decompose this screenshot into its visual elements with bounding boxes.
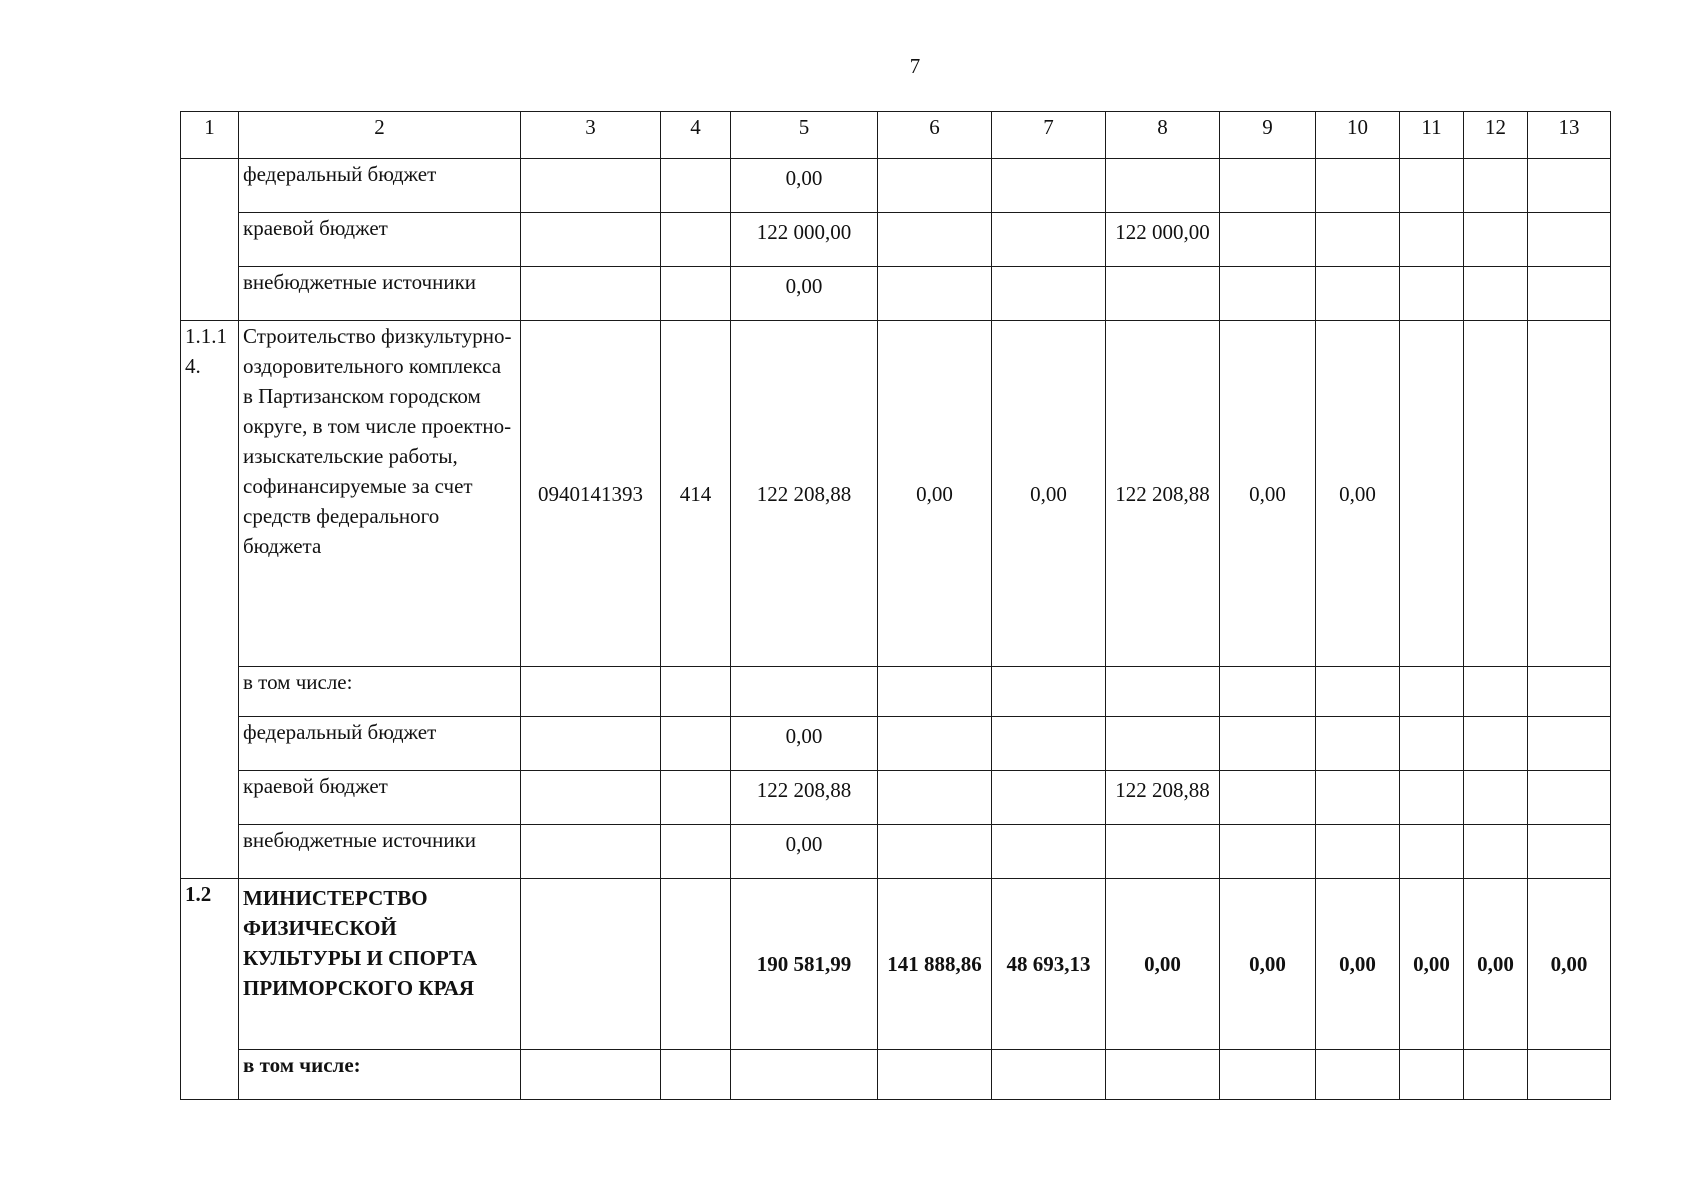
value-col6: 141 888,86 xyxy=(878,879,992,1050)
table-row xyxy=(181,667,1611,717)
table-row xyxy=(181,267,1611,321)
value-col6: 0,00 xyxy=(878,321,992,667)
value-col11: 0,00 xyxy=(1400,879,1464,1050)
table-row xyxy=(181,771,1611,825)
header-cell: 1 xyxy=(181,112,239,159)
source-name: краевой бюджет xyxy=(239,213,521,267)
source-name: федеральный бюджет xyxy=(239,159,521,213)
row-id-cell: 1.2 xyxy=(181,879,239,1100)
header-cell: 11 xyxy=(1400,112,1464,159)
value-col8: 0,00 xyxy=(1106,879,1220,1050)
value-col4: 414 xyxy=(661,321,731,667)
table-row xyxy=(181,1050,1611,1100)
table-row xyxy=(181,825,1611,879)
value-col9: 0,00 xyxy=(1220,321,1316,667)
value-col8 xyxy=(1106,825,1220,879)
value-col8 xyxy=(1106,159,1220,213)
table-row-ministry xyxy=(181,879,1611,1050)
item-name: Строительство физкультурно-оздоровительного комплекса в Партизанском городском округе, в том числе проектно-изыскательские работы, софинансируемые за счет средств федерального бюджета xyxy=(239,321,521,667)
including-label: в том числе: xyxy=(239,667,521,717)
source-name: внебюджетные источники xyxy=(239,267,521,321)
header-cell: 7 xyxy=(992,112,1106,159)
header-cell: 13 xyxy=(1528,112,1611,159)
page-number: 7 xyxy=(909,54,921,78)
value-col7: 48 693,13 xyxy=(992,879,1106,1050)
value-col5: 0,00 xyxy=(731,825,878,879)
value-col8: 122 208,88 xyxy=(1106,771,1220,825)
table-row xyxy=(181,717,1611,771)
row-id-cell: 1.1.1 4. xyxy=(181,321,239,879)
value-col9: 0,00 xyxy=(1220,879,1316,1050)
value-col5: 122 000,00 xyxy=(731,213,878,267)
header-row xyxy=(181,112,1611,159)
value-col8 xyxy=(1106,267,1220,321)
source-name: федеральный бюджет xyxy=(239,717,521,771)
value-col5: 122 208,88 xyxy=(731,321,878,667)
table-row-item xyxy=(181,321,1611,667)
budget-table xyxy=(180,111,1611,1100)
header-cell: 6 xyxy=(878,112,992,159)
header-cell: 5 xyxy=(731,112,878,159)
table-row xyxy=(181,159,1611,213)
value-col8 xyxy=(1106,717,1220,771)
header-cell: 2 xyxy=(239,112,521,159)
value-col5: 0,00 xyxy=(731,267,878,321)
table-row xyxy=(181,213,1611,267)
header-cell: 3 xyxy=(521,112,661,159)
value-col5: 0,00 xyxy=(731,159,878,213)
value-col13: 0,00 xyxy=(1528,879,1611,1050)
row-id-cell xyxy=(181,159,239,321)
value-col12: 0,00 xyxy=(1464,879,1528,1050)
value-col10: 0,00 xyxy=(1316,321,1400,667)
source-name: краевой бюджет xyxy=(239,771,521,825)
source-name: внебюджетные источники xyxy=(239,825,521,879)
header-cell: 10 xyxy=(1316,112,1400,159)
header-cell: 8 xyxy=(1106,112,1220,159)
header-cell: 12 xyxy=(1464,112,1528,159)
value-col5: 0,00 xyxy=(731,717,878,771)
value-col8: 122 000,00 xyxy=(1106,213,1220,267)
item-code: 0940141393 xyxy=(521,321,661,667)
value-col5: 122 208,88 xyxy=(731,771,878,825)
value-col8: 122 208,88 xyxy=(1106,321,1220,667)
including-label: в том числе: xyxy=(239,1050,521,1100)
header-cell: 9 xyxy=(1220,112,1316,159)
value-col5: 190 581,99 xyxy=(731,879,878,1050)
value-col7: 0,00 xyxy=(992,321,1106,667)
ministry-name: МИНИСТЕРСТВО ФИЗИЧЕСКОЙ КУЛЬТУРЫ И СПОРТА ПРИМОРСКОГО КРАЯ xyxy=(239,879,521,1050)
header-cell: 4 xyxy=(661,112,731,159)
value-col10: 0,00 xyxy=(1316,879,1400,1050)
